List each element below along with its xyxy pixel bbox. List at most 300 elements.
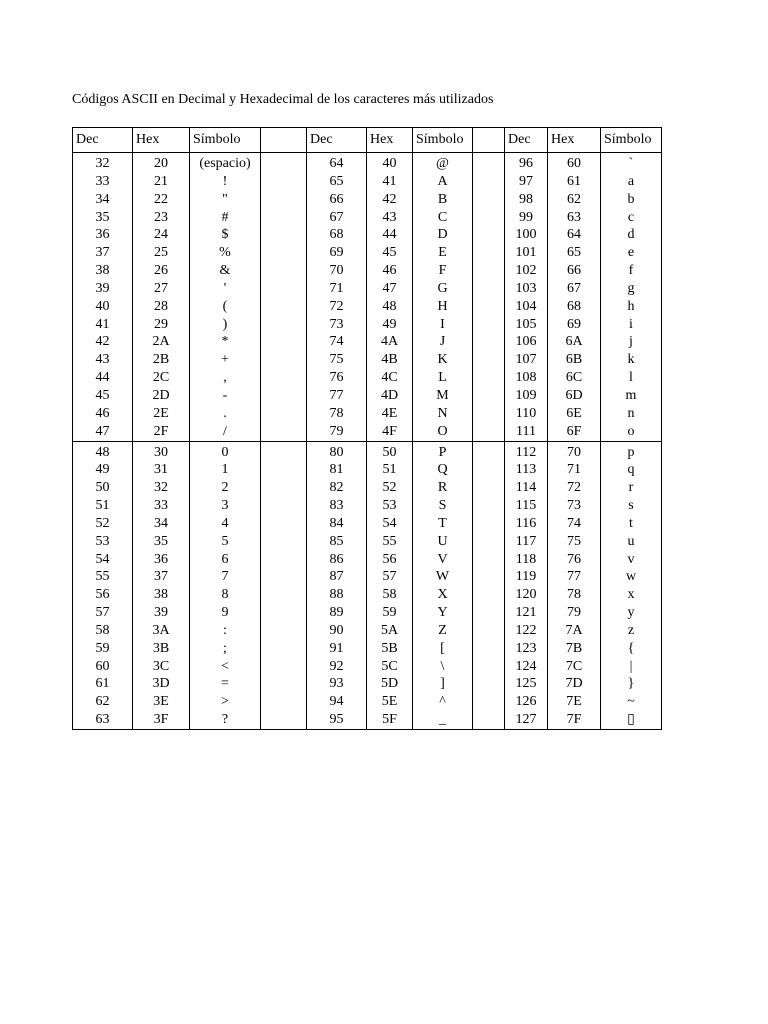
cell-dec: 110 [505,405,548,423]
cell-spacer [473,711,505,729]
cell-hex: 54 [367,515,413,533]
cell-dec: 113 [505,461,548,479]
cell-symbol: v [601,551,662,569]
cell-hex: 21 [133,173,190,191]
cell-dec: 114 [505,479,548,497]
cell-hex: 55 [367,533,413,551]
cell-symbol: 1 [190,461,261,479]
cell-hex: 53 [367,497,413,515]
cell-dec: 127 [505,711,548,729]
cell-hex: 32 [133,479,190,497]
cell-dec: 84 [307,515,367,533]
cell-symbol: 8 [190,586,261,604]
cell-dec: 106 [505,333,548,351]
cell-spacer [473,209,505,227]
cell-dec: 70 [307,262,367,280]
cell-spacer [473,423,505,441]
table-row [73,461,662,479]
cell-hex: 2B [133,351,190,369]
cell-symbol: ▯ [601,711,662,729]
cell-dec: 54 [73,551,133,569]
cell-dec: 72 [307,298,367,316]
cell-hex: 42 [367,191,413,209]
cell-hex: 3B [133,640,190,658]
cell-symbol: # [190,209,261,227]
cell-hex: 2F [133,423,190,441]
cell-dec: 66 [307,191,367,209]
cell-dec: 112 [505,441,548,461]
cell-dec: 75 [307,351,367,369]
cell-spacer [473,568,505,586]
header-symbol-2: Símbolo [413,128,473,153]
cell-dec: 49 [73,461,133,479]
cell-spacer [261,369,307,387]
cell-symbol: D [413,226,473,244]
cell-dec: 46 [73,405,133,423]
cell-dec: 34 [73,191,133,209]
cell-symbol: d [601,226,662,244]
table-row [73,262,662,280]
cell-dec: 81 [307,461,367,479]
table-row [73,586,662,604]
cell-dec: 94 [307,693,367,711]
cell-spacer [473,604,505,622]
cell-symbol: = [190,675,261,693]
cell-dec: 124 [505,658,548,676]
cell-spacer [261,387,307,405]
cell-spacer [261,551,307,569]
cell-hex: 29 [133,316,190,334]
table-row [73,693,662,711]
cell-spacer [261,209,307,227]
cell-hex: 77 [548,568,601,586]
cell-hex: 36 [133,551,190,569]
cell-hex: 64 [548,226,601,244]
cell-spacer [473,461,505,479]
cell-dec: 44 [73,369,133,387]
cell-symbol: o [601,423,662,441]
cell-hex: 5C [367,658,413,676]
cell-dec: 108 [505,369,548,387]
cell-dec: 102 [505,262,548,280]
cell-symbol: ^ [413,693,473,711]
cell-symbol: ? [190,711,261,729]
cell-symbol: c [601,209,662,227]
cell-hex: 24 [133,226,190,244]
table-row [73,244,662,262]
cell-symbol: U [413,533,473,551]
cell-spacer [473,441,505,461]
header-row [73,128,662,153]
cell-spacer [261,244,307,262]
cell-spacer [473,298,505,316]
cell-symbol: g [601,280,662,298]
header-dec-1: Dec [73,128,133,153]
cell-hex: 22 [133,191,190,209]
cell-symbol: H [413,298,473,316]
cell-spacer [261,226,307,244]
cell-hex: 4E [367,405,413,423]
cell-hex: 35 [133,533,190,551]
table-row [73,711,662,729]
table-row [73,316,662,334]
cell-spacer [261,405,307,423]
table-row [73,405,662,423]
cell-dec: 107 [505,351,548,369]
cell-spacer [473,173,505,191]
cell-symbol: O [413,423,473,441]
cell-dec: 40 [73,298,133,316]
cell-dec: 85 [307,533,367,551]
cell-dec: 53 [73,533,133,551]
cell-hex: 4F [367,423,413,441]
cell-hex: 44 [367,226,413,244]
cell-hex: 2E [133,405,190,423]
cell-symbol: 0 [190,441,261,461]
table-row [73,226,662,244]
table-body [73,153,662,730]
cell-symbol: j [601,333,662,351]
cell-dec: 98 [505,191,548,209]
cell-dec: 87 [307,568,367,586]
cell-symbol: (espacio) [190,153,261,173]
cell-hex: 3C [133,658,190,676]
cell-hex: 5A [367,622,413,640]
table-row [73,441,662,461]
cell-spacer [473,369,505,387]
cell-dec: 56 [73,586,133,604]
table-row [73,622,662,640]
cell-hex: 27 [133,280,190,298]
table-row [73,333,662,351]
cell-dec: 45 [73,387,133,405]
cell-hex: 30 [133,441,190,461]
cell-dec: 122 [505,622,548,640]
cell-hex: 4A [367,333,413,351]
table-row [73,658,662,676]
cell-symbol: ~ [601,693,662,711]
cell-spacer [473,622,505,640]
cell-hex: 71 [548,461,601,479]
cell-hex: 26 [133,262,190,280]
cell-symbol: f [601,262,662,280]
cell-dec: 48 [73,441,133,461]
cell-dec: 86 [307,551,367,569]
cell-symbol: h [601,298,662,316]
cell-hex: 34 [133,515,190,533]
cell-symbol: , [190,369,261,387]
cell-symbol: ( [190,298,261,316]
cell-spacer [261,693,307,711]
cell-hex: 76 [548,551,601,569]
cell-dec: 47 [73,423,133,441]
header-symbol-1: Símbolo [190,128,261,153]
cell-symbol: : [190,622,261,640]
cell-symbol: L [413,369,473,387]
table-row [73,497,662,515]
cell-spacer [473,675,505,693]
cell-spacer [473,262,505,280]
cell-dec: 123 [505,640,548,658]
cell-hex: 63 [548,209,601,227]
cell-spacer [473,551,505,569]
cell-spacer [261,658,307,676]
cell-hex: 4B [367,351,413,369]
header-symbol-3: Símbolo [601,128,662,153]
cell-spacer [473,153,505,173]
table-row [73,640,662,658]
cell-symbol: Y [413,604,473,622]
cell-spacer [261,622,307,640]
cell-hex: 6D [548,387,601,405]
cell-dec: 59 [73,640,133,658]
cell-symbol: M [413,387,473,405]
cell-spacer [473,640,505,658]
cell-symbol: I [413,316,473,334]
cell-dec: 33 [73,173,133,191]
cell-symbol: 6 [190,551,261,569]
cell-symbol: X [413,586,473,604]
cell-hex: 5D [367,675,413,693]
cell-symbol: i [601,316,662,334]
cell-dec: 63 [73,711,133,729]
cell-dec: 64 [307,153,367,173]
cell-dec: 121 [505,604,548,622]
cell-spacer [473,244,505,262]
cell-dec: 115 [505,497,548,515]
cell-symbol: _ [413,711,473,729]
cell-spacer [261,497,307,515]
cell-symbol: x [601,586,662,604]
cell-symbol: @ [413,153,473,173]
header-hex-3: Hex [548,128,601,153]
cell-spacer [261,586,307,604]
cell-symbol: A [413,173,473,191]
cell-symbol: F [413,262,473,280]
cell-symbol: q [601,461,662,479]
table-row [73,551,662,569]
cell-hex: 6E [548,405,601,423]
cell-hex: 31 [133,461,190,479]
cell-hex: 73 [548,497,601,515]
cell-hex: 37 [133,568,190,586]
cell-spacer [261,351,307,369]
cell-hex: 58 [367,586,413,604]
header-dec-3: Dec [505,128,548,153]
cell-symbol: b [601,191,662,209]
cell-spacer [261,604,307,622]
table-row [73,191,662,209]
cell-symbol: y [601,604,662,622]
cell-hex: 7C [548,658,601,676]
cell-dec: 125 [505,675,548,693]
cell-hex: 7E [548,693,601,711]
cell-dec: 57 [73,604,133,622]
cell-dec: 116 [505,515,548,533]
cell-spacer [473,693,505,711]
cell-hex: 74 [548,515,601,533]
cell-dec: 120 [505,586,548,604]
cell-hex: 2A [133,333,190,351]
cell-symbol: C [413,209,473,227]
table-row [73,423,662,441]
cell-hex: 50 [367,441,413,461]
cell-spacer [473,351,505,369]
cell-symbol: / [190,423,261,441]
cell-hex: 33 [133,497,190,515]
cell-symbol: m [601,387,662,405]
cell-hex: 59 [367,604,413,622]
cell-spacer [473,658,505,676]
table-row [73,209,662,227]
cell-hex: 23 [133,209,190,227]
table-row [73,515,662,533]
cell-hex: 20 [133,153,190,173]
cell-symbol: { [601,640,662,658]
cell-spacer [261,153,307,173]
cell-hex: 6B [548,351,601,369]
cell-spacer [261,316,307,334]
cell-dec: 78 [307,405,367,423]
cell-symbol: k [601,351,662,369]
cell-dec: 105 [505,316,548,334]
cell-symbol: | [601,658,662,676]
cell-spacer [473,316,505,334]
cell-hex: 43 [367,209,413,227]
cell-symbol: Q [413,461,473,479]
cell-symbol: s [601,497,662,515]
cell-hex: 3D [133,675,190,693]
cell-hex: 25 [133,244,190,262]
header-spacer-1 [261,128,307,153]
cell-hex: 75 [548,533,601,551]
cell-symbol: u [601,533,662,551]
cell-dec: 118 [505,551,548,569]
cell-spacer [261,515,307,533]
cell-dec: 111 [505,423,548,441]
table-row [73,479,662,497]
cell-symbol: ] [413,675,473,693]
cell-hex: 2C [133,369,190,387]
cell-dec: 62 [73,693,133,711]
cell-hex: 38 [133,586,190,604]
cell-spacer [261,441,307,461]
cell-symbol: [ [413,640,473,658]
cell-dec: 93 [307,675,367,693]
cell-symbol: t [601,515,662,533]
cell-hex: 41 [367,173,413,191]
cell-hex: 45 [367,244,413,262]
cell-dec: 58 [73,622,133,640]
cell-hex: 2D [133,387,190,405]
cell-symbol: 5 [190,533,261,551]
cell-symbol: 7 [190,568,261,586]
cell-hex: 6A [548,333,601,351]
cell-hex: 7F [548,711,601,729]
cell-spacer [473,280,505,298]
table-row [73,568,662,586]
cell-hex: 57 [367,568,413,586]
cell-dec: 80 [307,441,367,461]
cell-dec: 74 [307,333,367,351]
cell-dec: 37 [73,244,133,262]
cell-hex: 3F [133,711,190,729]
cell-dec: 51 [73,497,133,515]
cell-symbol: B [413,191,473,209]
cell-dec: 69 [307,244,367,262]
cell-dec: 52 [73,515,133,533]
cell-symbol: K [413,351,473,369]
cell-symbol: ! [190,173,261,191]
cell-hex: 3A [133,622,190,640]
cell-spacer [473,387,505,405]
cell-symbol: E [413,244,473,262]
cell-hex: 5B [367,640,413,658]
cell-spacer [261,298,307,316]
cell-spacer [261,333,307,351]
cell-symbol: } [601,675,662,693]
cell-symbol: W [413,568,473,586]
cell-symbol: ` [601,153,662,173]
cell-spacer [261,461,307,479]
header-hex-2: Hex [367,128,413,153]
cell-hex: 47 [367,280,413,298]
cell-dec: 61 [73,675,133,693]
cell-symbol: G [413,280,473,298]
cell-symbol: N [413,405,473,423]
cell-symbol: * [190,333,261,351]
cell-dec: 96 [505,153,548,173]
cell-symbol: l [601,369,662,387]
cell-dec: 55 [73,568,133,586]
cell-spacer [261,173,307,191]
cell-spacer [261,675,307,693]
cell-spacer [473,497,505,515]
cell-hex: 72 [548,479,601,497]
cell-spacer [261,262,307,280]
cell-symbol: > [190,693,261,711]
cell-dec: 76 [307,369,367,387]
cell-hex: 56 [367,551,413,569]
cell-dec: 91 [307,640,367,658]
cell-hex: 5E [367,693,413,711]
cell-hex: 46 [367,262,413,280]
cell-dec: 88 [307,586,367,604]
cell-hex: 68 [548,298,601,316]
cell-symbol: < [190,658,261,676]
cell-symbol: P [413,441,473,461]
cell-spacer [473,586,505,604]
cell-dec: 95 [307,711,367,729]
cell-symbol: z [601,622,662,640]
cell-spacer [473,405,505,423]
cell-dec: 65 [307,173,367,191]
cell-spacer [261,423,307,441]
cell-symbol: 9 [190,604,261,622]
cell-dec: 41 [73,316,133,334]
table-row [73,369,662,387]
cell-spacer [473,226,505,244]
cell-spacer [261,533,307,551]
cell-dec: 109 [505,387,548,405]
cell-symbol: - [190,387,261,405]
cell-symbol: a [601,173,662,191]
cell-hex: 6C [548,369,601,387]
cell-symbol: ' [190,280,261,298]
cell-dec: 39 [73,280,133,298]
cell-dec: 68 [307,226,367,244]
cell-spacer [473,515,505,533]
